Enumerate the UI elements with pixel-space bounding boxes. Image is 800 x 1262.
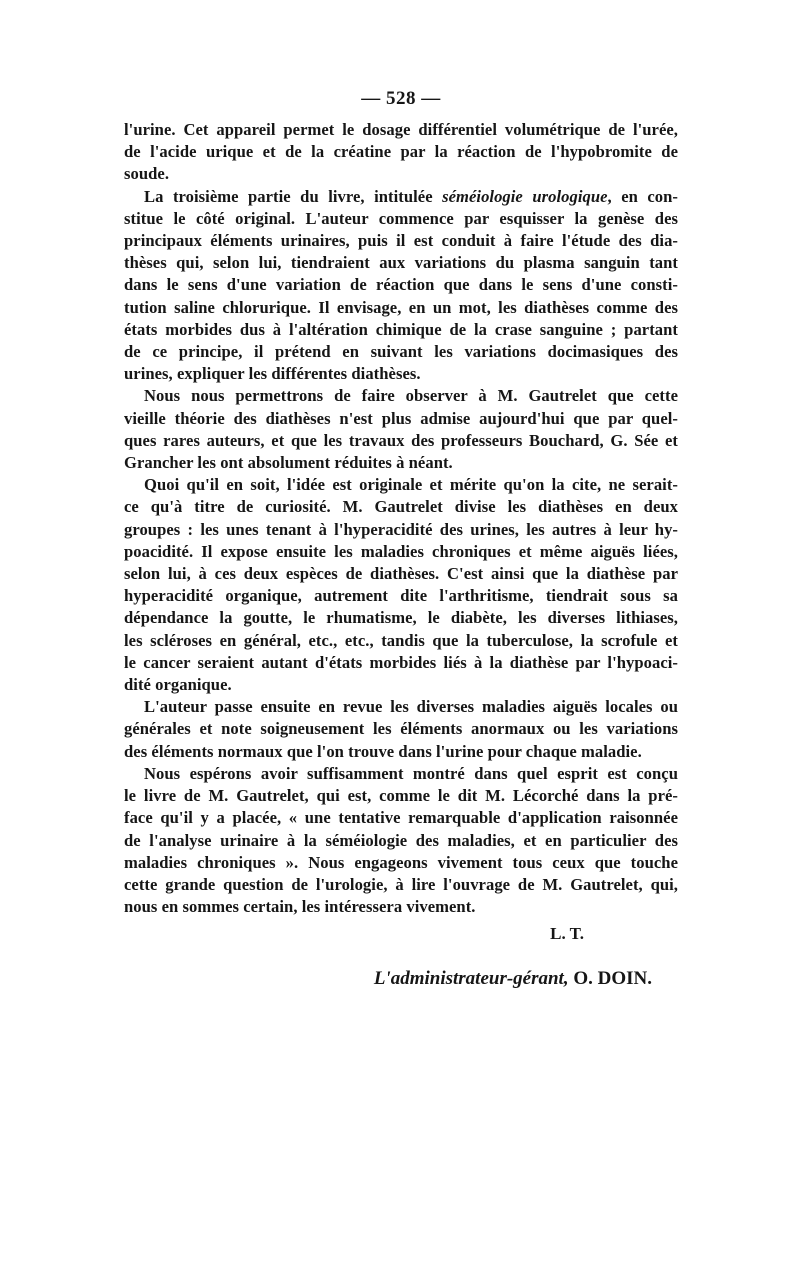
text-line: Nous nous permettrons de faire observer à M. Gautrelet que cette: [144, 386, 678, 406]
text-line: poacidité. Il expose ensuite les maladies chroniques et même aiguës liées,: [124, 541, 678, 561]
paragraph-3: [124, 385, 678, 474]
signature-line: [124, 966, 678, 992]
text-line: soude.: [124, 164, 170, 184]
paragraph-1: [124, 119, 678, 186]
text-line: stitue le côté original. L'auteur commence par esquisser la genèse des: [124, 208, 678, 228]
signature-name: O. DOIN.: [573, 968, 652, 990]
signature-role: L'administrateur-gérant,: [373, 968, 569, 990]
text-line: Nous espérons avoir suffisamment montré dans quel esprit est conçu: [144, 763, 678, 783]
text-line: urines, expliquer les différentes diathèses.: [124, 364, 421, 384]
text-line: ce qu'à titre de curiosité. M. Gautrelet divise les diathèses en deux: [124, 497, 678, 517]
text-line: le cancer seraient autant d'états morbides liés à la diathèse par l'hypoaci-: [124, 652, 678, 672]
book-section-title: séméiologie urologique: [442, 186, 608, 206]
author-initials: L. T.: [550, 924, 584, 944]
text-line: vieille théorie des diathèses n'est plus admise aujourd'hui que par quel-: [124, 408, 678, 428]
text-line: des éléments normaux que l'on trouve dans l'urine pour chaque maladie.: [124, 741, 642, 761]
text-line: L'auteur passe ensuite en revue les diverses maladies aiguës locales ou: [144, 697, 678, 717]
text-line: groupes : les unes tenant à l'hyperacidité des urines, les autres à leur hy-: [124, 519, 678, 539]
text-line: dépendance la goutte, le rhumatisme, le diabète, les diverses lithiases,: [124, 608, 678, 628]
text-line: le livre de M. Gautrelet, qui est, comme le dit M. Lécorché dans la pré-: [124, 786, 678, 806]
text-line: dans le sens d'une variation de réaction que dans le sens d'une consti-: [124, 275, 678, 295]
text-line: thèses qui, selon lui, tiendraient aux variations du plasma sanguin tant: [124, 253, 678, 273]
text-line: les scléroses en général, etc., etc., tandis que la tuberculose, la scrofule et: [124, 630, 678, 650]
text-line: nous en sommes certain, les intéressera vivement.: [124, 897, 476, 917]
text-line: maladies chroniques ». Nous engageons vivement tous ceux que touche: [124, 852, 678, 872]
page-number: — 528 —: [361, 88, 441, 109]
text-line: dité organique.: [124, 675, 232, 695]
text-line: principaux éléments urinaires, puis il est conduit à faire l'étude des dia-: [124, 231, 678, 251]
paragraph-4: [124, 474, 678, 696]
paragraph-6: [124, 763, 678, 918]
text-line: ques rares auteurs, et que les travaux des professeurs Bouchard, G. Sée et: [124, 430, 678, 450]
text-line: tution saline chlorurique. Il envisage, en un mot, les diathèses comme des: [124, 297, 678, 317]
text-line: l'urine. Cet appareil permet le dosage différentiel volumétrique de l'urée,: [124, 120, 678, 139]
text-line: états morbides dus à l'altération chimique de la crase sanguine ; partant: [124, 319, 678, 339]
text-line: hyperacidité organique, autrement dite l'arthritisme, tiendrait sous sa: [124, 586, 678, 606]
text-line: Quoi qu'il en soit, l'idée est originale et mérite qu'on la cite, ne serait-: [144, 475, 678, 495]
text-fragment: La troisième partie du livre, intitulée: [144, 186, 443, 206]
text-line: de l'acide urique et de la créatine par la réaction de l'hypobromite de: [124, 142, 678, 162]
text-line: face qu'il y a placée, « une tentative remarquable d'application raisonnée: [124, 808, 678, 828]
text-line: générales et note soigneusement les éléments anormaux ou les variations: [124, 719, 678, 739]
text-fragment: , en con-: [607, 186, 678, 206]
text-line: cette grande question de l'urologie, à lire l'ouvrage de M. Gautrelet, qui,: [124, 874, 678, 894]
document-page: [124, 88, 678, 992]
text-line: Grancher les ont absolument réduites à néant.: [124, 453, 453, 473]
paragraph-5: [124, 696, 678, 763]
paragraph-2: [124, 186, 678, 386]
text-line: de ce principe, il prétend en suivant les variations docimasiques des: [124, 342, 678, 362]
text-line: selon lui, à ces deux espèces de diathèses. C'est ainsi que la diathèse par: [124, 564, 678, 584]
text-line-with-title: [124, 186, 678, 208]
text-line: de l'analyse urinaire à la séméiologie des maladies, et en particulier des: [124, 830, 678, 850]
